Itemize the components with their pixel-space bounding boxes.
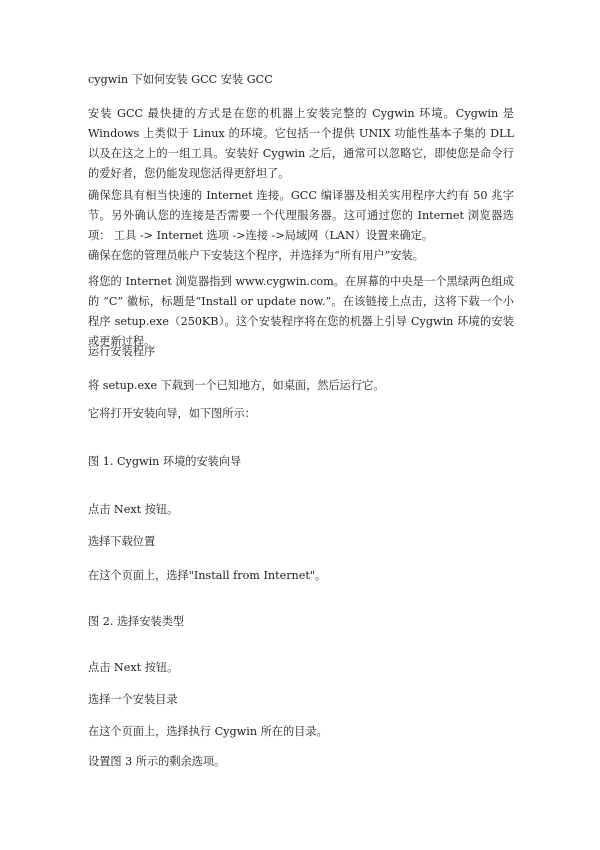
figure-caption-2: 图 2. 选择安装类型 — [88, 615, 185, 628]
paragraph-select-directory: 在这个页面上，选择执行 Cygwin 所在的目录。 — [88, 725, 328, 738]
document-title: cygwin 下如何安装 GCC 安装 GCC — [88, 73, 273, 86]
paragraph-open-wizard: 它将打开安装向导，如下图所示： — [88, 407, 256, 420]
paragraph-click-next-2: 点击 Next 按钮。 — [88, 661, 179, 674]
paragraph-download-setup: 将 setup.exe 下载到一个已知地方，如桌面，然后运行它。 — [88, 379, 385, 392]
paragraph-click-next-1: 点击 Next 按钮。 — [88, 503, 179, 516]
heading-install-directory: 选择一个安装目录 — [88, 693, 178, 706]
paragraph-remaining-options: 设置图 3 所示的剩余选项。 — [88, 755, 226, 768]
heading-run-setup: 运行安装程序 — [88, 345, 156, 358]
paragraph-internet-connection: 确保您具有相当快速的 Internet 连接。GCC 编译器及相关实用程序大约有 50 兆字节。另外确认您的连接是否需要一个代理服务器。这可通过您的 Internet 浏览器选项： 工具 -> Internet 选项 ->连接 ->局域网（LAN）设置来确定。 — [88, 189, 514, 242]
paragraph-admin-account: 确保在您的管理员帐户下安装这个程序，并选择为“所有用户”安装。 — [88, 249, 424, 262]
paragraph-intro: 安装 GCC 最快捷的方式是在您的机器上安装完整的 Cygwin 环境。Cygwin 是 Windows 上类似于 Linux 的环境。它包括一个提供 UNIX 功能性基本子集的 DLL 以及在这之上的一组工具。安装好 Cygwin 之后，通常可以忽略它，即使您是命令行的爱好者，您仍能发现您活得更舒坦了。 — [88, 107, 514, 180]
figure-caption-1: 图 1. Cygwin 环境的安装向导 — [88, 455, 242, 468]
paragraph-install-from-internet: 在这个页面上，选择"Install from Internet"。 — [88, 569, 327, 582]
paragraph-browser-cygwin: 将您的 Internet 浏览器指到 www.cygwin.com。在屏幕的中央是一个黑绿两色组成的 “C” 徽标，标题是“Install or update now.”。在该链接上点击，这将下载一个小程序 setup.exe（250KB）。这个安装程序将在您的机器上引导 Cygwin 环境的安装或更新过程。 — [88, 275, 514, 348]
heading-download-location: 选择下载位置 — [88, 535, 156, 548]
